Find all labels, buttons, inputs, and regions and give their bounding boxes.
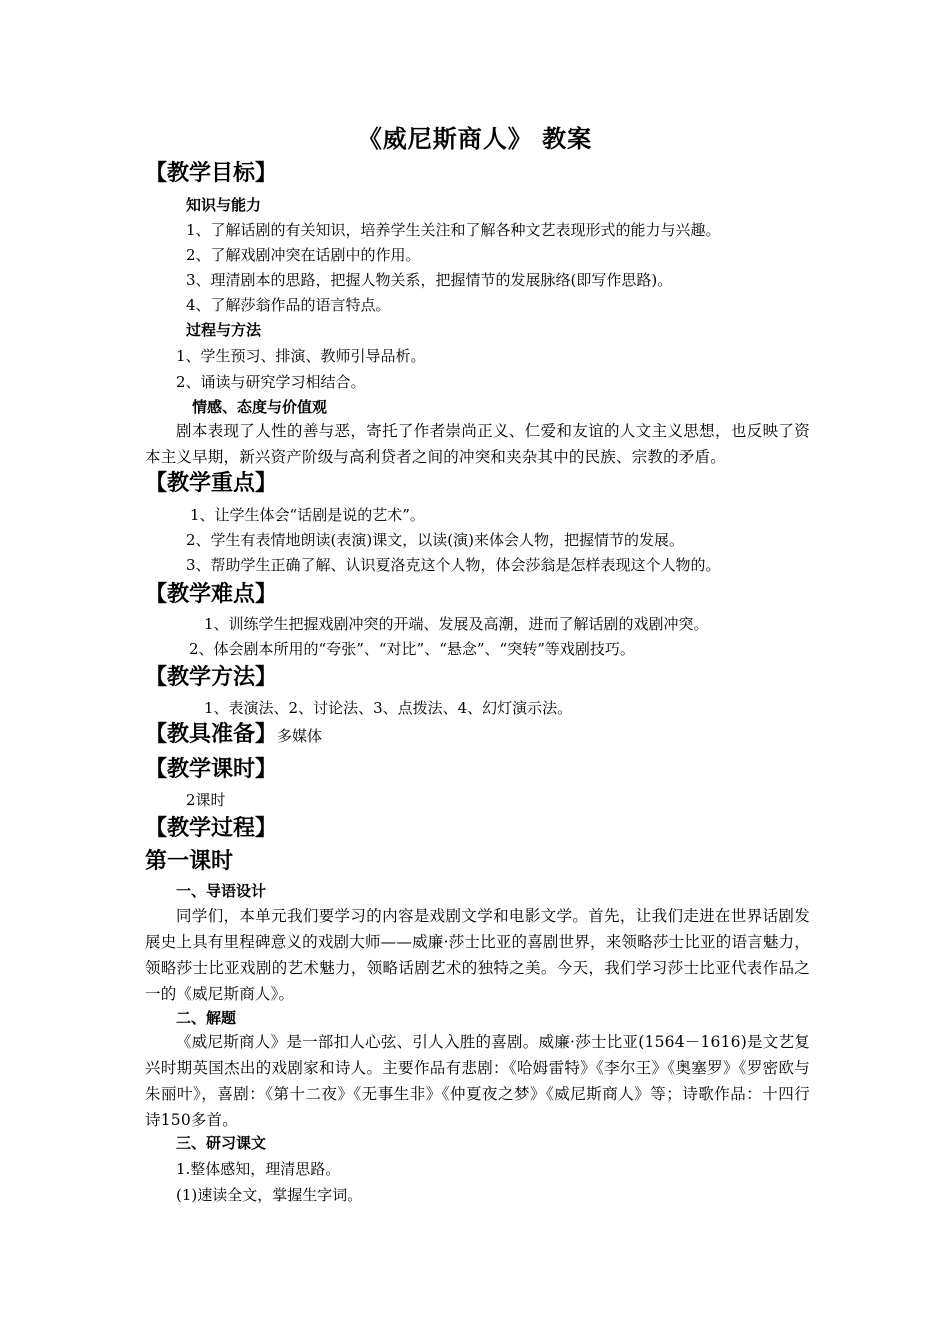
knowledge-label: 知识与能力 [186, 196, 262, 214]
tools-text: 多媒体 [277, 727, 323, 745]
lesson1-heading: 第一课时 [145, 849, 234, 874]
difficulties-heading: 【教学难点】 [145, 582, 278, 607]
key-point-3: 3、帮助学生正确了解、认识夏洛克这个人物，体会莎翁是怎样表现这个人物的。 [186, 556, 721, 574]
knowledge-item-2: 2、了解戏剧冲突在话剧中的作用。 [186, 246, 421, 264]
key-points-heading: 【教学重点】 [145, 471, 278, 496]
tools-heading-label: 【教具准备】 [145, 722, 278, 747]
methods-text: 1、表演法、2、讨论法、3、点拨法、4、幻灯演示法。 [204, 699, 573, 717]
process-item-1: 1、学生预习、排演、教师引导品析。 [176, 347, 426, 365]
key-point-1: 1、让学生体会“话剧是说的艺术”。 [190, 506, 425, 524]
study-item-2: (1)速读全文，掌握生字词。 [176, 1186, 363, 1204]
difficulty-1: 1、训练学生把握戏剧冲突的开端、发展及高潮，进而了解话剧的戏剧冲突。 [204, 615, 709, 633]
process-label: 过程与方法 [186, 321, 262, 339]
emotion-label: 情感、态度与价值观 [192, 398, 328, 416]
document-title: 《威尼斯商人》 教案 [357, 125, 593, 153]
intro-label: 一、导语设计 [176, 882, 267, 900]
hours-text: 2课时 [186, 791, 226, 809]
process-heading: 【教学过程】 [145, 816, 278, 841]
emotion-text: 剧本表现了人性的善与恶，寄托了作者崇尚正义、仁爱和友谊的人文主义思想，也反映了资本主义早期，新兴资产阶级与高利贷者之间的冲突和夹杂其中的民族、宗教的矛盾。 [145, 422, 810, 466]
explain-label: 二、解题 [176, 1009, 237, 1027]
methods-heading: 【教学方法】 [145, 665, 278, 690]
study-label: 三、研习课文 [176, 1134, 267, 1152]
objectives-heading: 【教学目标】 [145, 161, 278, 186]
study-item-1: 1.整体感知，理清思路。 [176, 1160, 341, 1178]
knowledge-item-1: 1、了解话剧的有关知识，培养学生关注和了解各种文艺表现形式的能力与兴趣。 [186, 221, 721, 239]
knowledge-item-4: 4、了解莎翁作品的语言特点。 [186, 296, 391, 314]
tools-heading [145, 721, 322, 750]
difficulty-2: 2、体会剧本所用的“夸张”、“对比”、“悬念”、“突转”等戏剧技巧。 [189, 640, 635, 658]
knowledge-item-3: 3、理清剧本的思路，把握人物关系，把握情节的发展脉络(即写作思路)。 [186, 271, 673, 289]
intro-text: 同学们，本单元我们要学习的内容是戏剧文学和电影文学。首先，让我们走进在世界话剧发展史上具有里程碑意义的戏剧大师——威廉·莎士比亚的喜剧世界，来领略莎士比亚的语言魅力，领略莎士比亚戏剧的艺术魅力，领略话剧艺术的独特之美。今天，我们学习莎士比亚代表作品之一的《威尼斯商人》。 [145, 907, 810, 1003]
explain-text: 《威尼斯商人》是一部扣人心弦、引人入胜的喜剧。威廉·莎士比亚(1564－1616)是文艺复兴时期英国杰出的戏剧家和诗人。主要作品有悲剧：《哈姆雷特》《李尔王》《奥塞罗》《罗密欧与朱丽叶》，喜剧：《第十二夜》《无事生非》《仲夏夜之梦》《威尼斯商人》等；诗歌作品：十四行诗150多首。 [145, 1033, 810, 1129]
process-item-2: 2、诵读与研究学习相结合。 [176, 373, 366, 391]
key-point-2: 2、学生有表情地朗读(表演)课文，以读(演)来体会人物，把握情节的发展。 [186, 531, 684, 549]
hours-heading: 【教学课时】 [145, 757, 278, 782]
